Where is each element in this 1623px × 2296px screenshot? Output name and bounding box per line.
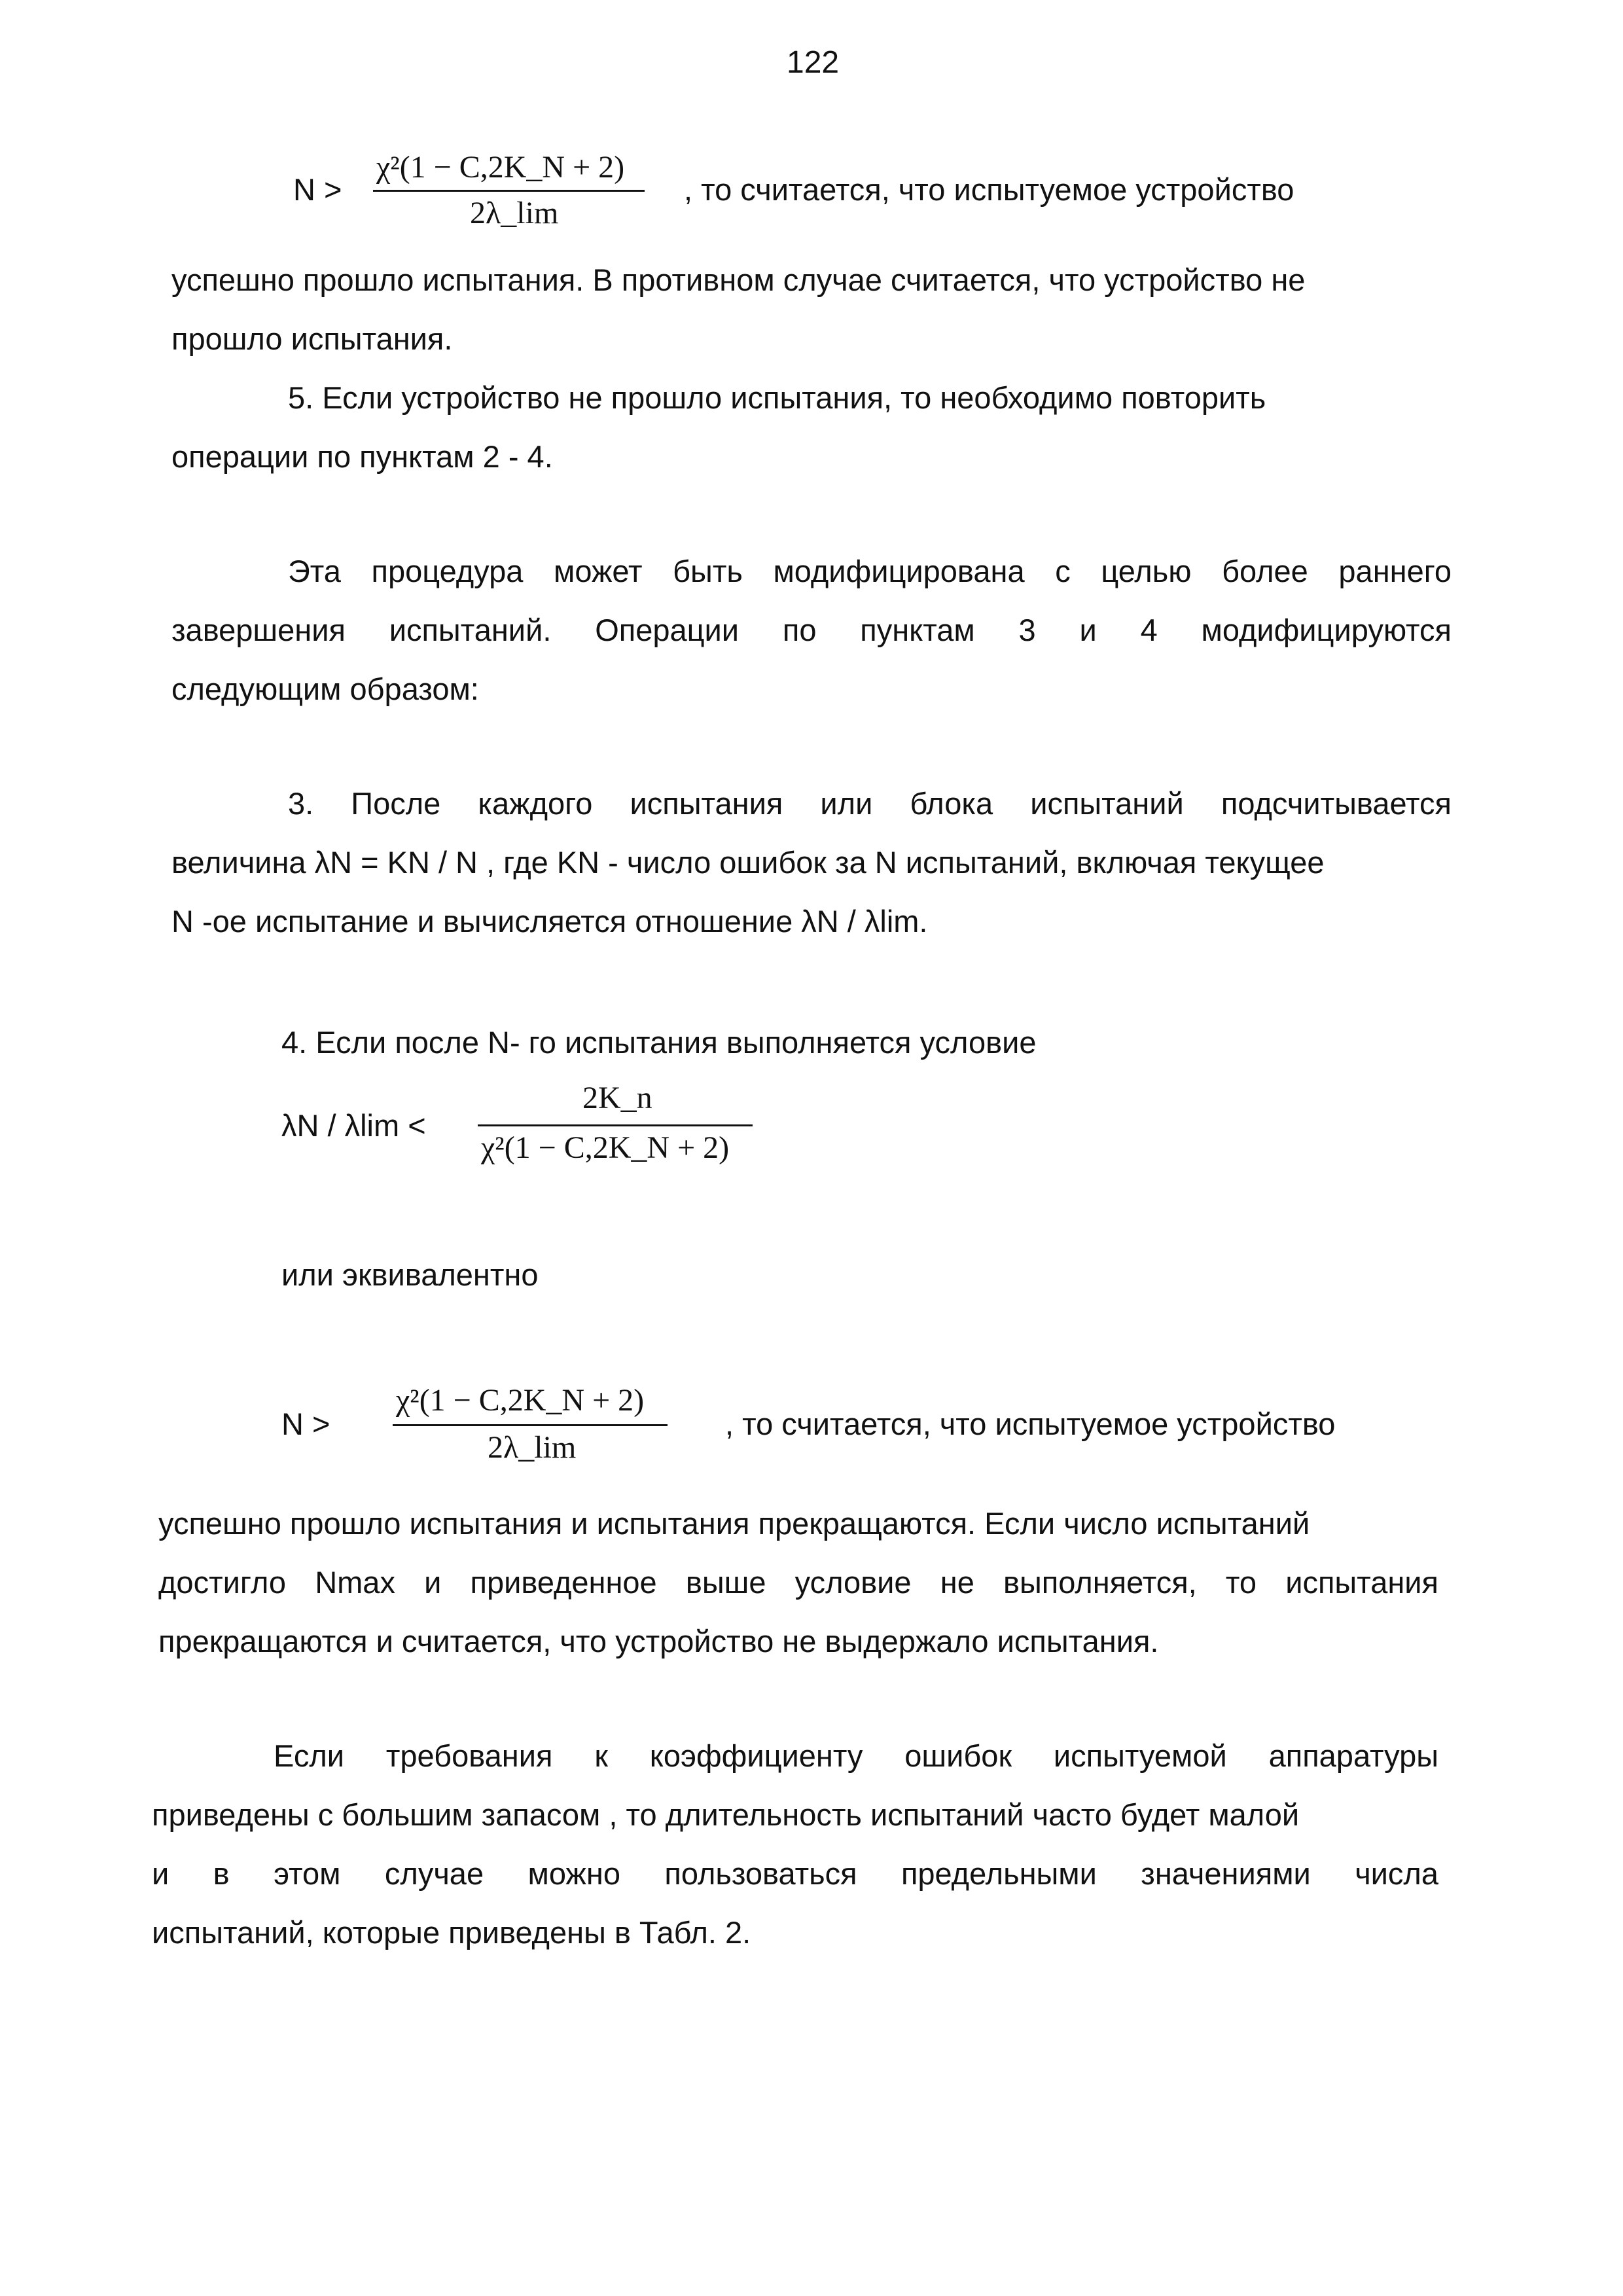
formula-top-lhs: N > [293, 172, 342, 207]
page-number: 122 [787, 45, 840, 80]
para3-line-2: приведены с большим запасом , то длительность испытаний часто будет малой [152, 1797, 1300, 1832]
formula-bottom-denominator: 2λ_lim [488, 1430, 577, 1465]
formula-bottom-trailing-text: , то считается, что испытуемое устройство [725, 1407, 1336, 1441]
formula-top-trailing-text: , то считается, что испытуемое устройство [684, 172, 1294, 207]
text-line-4: операции по пунктам 2 - 4. [171, 439, 553, 474]
text-line-11: 4. Если после N- го испытания выполняется условие [281, 1025, 1037, 1060]
para3-line-4: испытаний, которые приведены в Табл. 2. [152, 1915, 751, 1950]
para2-line-3: прекращаются и считается, что устройство не выдержало испытания. [158, 1624, 1159, 1659]
formula-mid-fraction-bar [478, 1124, 753, 1126]
text-line-6: завершения испытаний. Операции по пунктам 3 и 4 модифицируются [171, 613, 1452, 647]
text-line-5: Эта процедура может быть модифицирована с целью более раннего [288, 554, 1452, 588]
formula-mid-numerator: 2K_n [582, 1081, 652, 1115]
text-line-10: N -ое испытание и вычисляется отношение λN / λlim. [171, 904, 928, 939]
formula-bottom-lhs: N > [281, 1407, 330, 1441]
formula-top-numerator: χ²(1 − C,2K_N + 2) [376, 150, 625, 185]
formula-bottom-fraction-bar [393, 1424, 668, 1426]
para2-line-1: успешно прошло испытания и испытания прекращаются. Если число испытаний [158, 1506, 1310, 1541]
text-line-2: прошло испытания. [171, 321, 453, 356]
formula-bottom-numerator: χ²(1 − C,2K_N + 2) [396, 1383, 645, 1418]
para2-line-2: достигло Nmax и приведенное выше условие не выполняется, то испытания [158, 1565, 1438, 1600]
text-line-1: успешно прошло испытания. В противном случае считается, что устройство не [171, 262, 1306, 297]
text-line-7: следующим образом: [171, 672, 479, 706]
text-line-3: 5. Если устройство не прошло испытания, то необходимо повторить [288, 380, 1266, 415]
text-line-8: 3. После каждого испытания или блока испытаний подсчитывается [288, 786, 1452, 821]
formula-mid-denominator: χ²(1 − C,2K_N + 2) [481, 1130, 730, 1165]
text-line-9: величина λN = KN / N , где KN - число ошибок за N испытаний, включая текущее [171, 845, 1325, 880]
para3-line-1: Если требования к коэффициенту ошибок испытуемой аппаратуры [274, 1738, 1438, 1773]
formula-top-denominator: 2λ_lim [470, 196, 559, 230]
equivalent-text: или эквивалентно [281, 1257, 539, 1292]
formula-top-fraction-bar [373, 190, 645, 192]
para3-line-3: и в этом случае можно пользоваться предельными значениями числа [152, 1856, 1438, 1891]
formula-mid-lhs: λN / λlim < [281, 1108, 426, 1143]
